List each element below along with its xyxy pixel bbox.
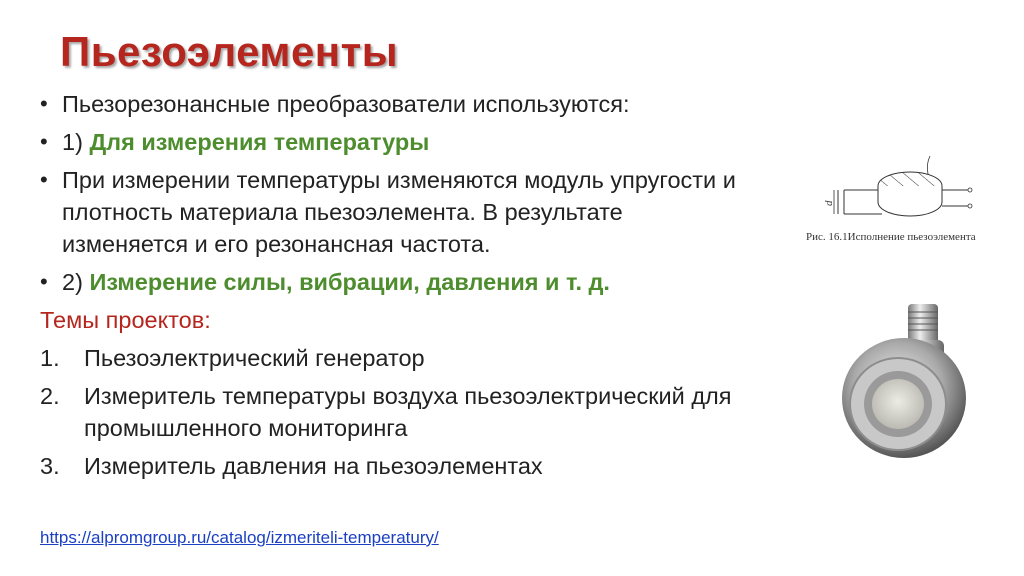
bullet-text: При измерении температуры изменяются модуль упругости и плотность материала пьезоэлемента. В результате изменяется и его резонансная частота. [62, 167, 736, 257]
project-text: Измеритель давления на пьезоэлементах [84, 453, 543, 479]
svg-text:d: d [823, 200, 835, 206]
bullet-item [26, 164, 786, 260]
bullet-item [26, 88, 786, 120]
project-text: Измеритель температуры воздуха пьезоэлектрический для промышленного мониторинга [84, 383, 732, 441]
bullet-highlight: Измерение силы, вибрации, давления и т. д. [89, 269, 610, 295]
project-item [26, 450, 786, 482]
catalog-link[interactable]: https://alpromgroup.ru/catalog/izmeriteli-temperatury/ [40, 528, 439, 547]
project-text: Пьезоэлектрический генератор [84, 345, 425, 371]
piezo-sensor-photo [838, 296, 978, 466]
bullet-prefix: 2) [62, 269, 90, 295]
bullet-icon: • [40, 129, 48, 154]
project-item [26, 380, 786, 444]
figure-caption: Рис. 16.1Исполнение пьезоэлемента [806, 231, 976, 243]
bullet-icon: • [40, 91, 48, 116]
bullet-item [26, 266, 786, 298]
bullet-text: Пьезорезонансные преобразователи используются: [62, 91, 630, 117]
bullet-icon: • [40, 269, 48, 294]
bullet-icon: • [40, 167, 48, 192]
project-number: 1. [40, 345, 60, 371]
project-number: 2. [40, 383, 60, 409]
slide-title: Пьезоэлементы [60, 28, 399, 75]
project-item [26, 342, 786, 374]
bullet-item [26, 126, 786, 158]
project-number: 3. [40, 453, 60, 479]
projects-heading: Темы проектов: [40, 307, 211, 333]
bullet-highlight: Для измерения температуры [89, 129, 430, 155]
bullet-prefix: 1) [62, 129, 90, 155]
slide-body [26, 88, 786, 482]
